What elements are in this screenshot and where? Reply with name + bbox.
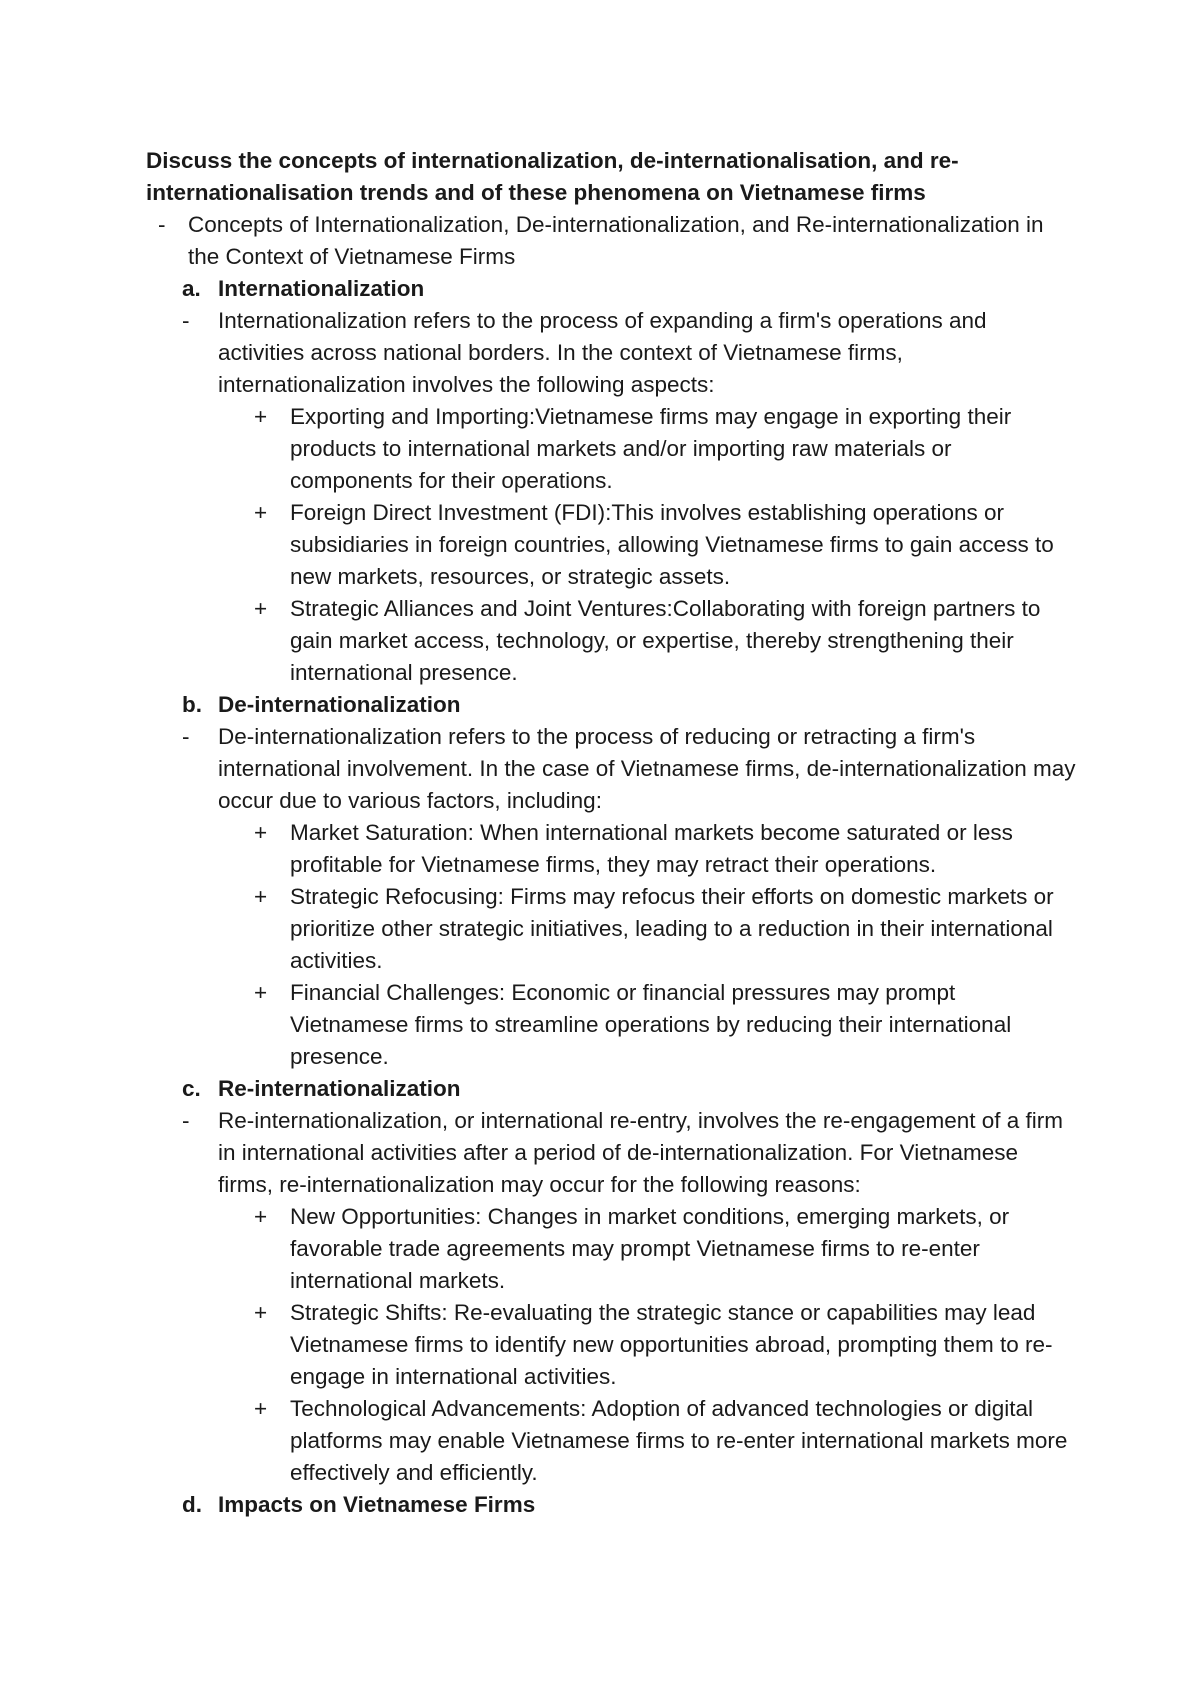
bullet-text: Strategic Shifts: Re-evaluating the strategic stance or capabilities may lead Vietnamese firms to identify new opportunities abroad, prompting them to re-engage in international activities. bbox=[290, 1300, 1053, 1389]
paragraph-text: Internationalization refers to the process of expanding a firm's operations and activities across national borders. In the context of Vietnamese firms, internationalization involves the following aspects: bbox=[218, 308, 987, 397]
section-paragraph bbox=[146, 721, 1076, 817]
section-heading-text: Internationalization bbox=[218, 276, 425, 301]
section-letter: b. bbox=[182, 692, 202, 717]
plus-marker: + bbox=[254, 980, 268, 1005]
bullet-item bbox=[146, 817, 1076, 881]
section-heading-de-internationalization bbox=[146, 689, 1076, 721]
section-heading-impacts bbox=[146, 1489, 1076, 1521]
dash-marker: - bbox=[182, 308, 190, 333]
bullet-text: Strategic Refocusing: Firms may refocus their efforts on domestic markets or prioritize other strategic initiatives, leading to a reduction in their international activities. bbox=[290, 884, 1054, 973]
section-heading-re-internationalization bbox=[146, 1073, 1076, 1105]
section-letter: a. bbox=[182, 276, 201, 301]
document-title: Discuss the concepts of internationalization, de-internationalisation, and re-internationalisation trends and of these phenomena on Vietnamese firms bbox=[146, 148, 959, 205]
bullet-item bbox=[146, 1393, 1076, 1489]
plus-marker: + bbox=[254, 404, 268, 429]
plus-marker: + bbox=[254, 1204, 268, 1229]
bullet-text: Exporting and Importing:Vietnamese firms may engage in exporting their products to international markets and/or importing raw materials or components for their operations. bbox=[290, 404, 1012, 493]
intro-item bbox=[146, 209, 1076, 273]
plus-marker: + bbox=[254, 596, 268, 621]
plus-marker: + bbox=[254, 820, 268, 845]
bullet-text: Market Saturation: When international markets become saturated or less profitable for Vietnamese firms, they may retract their operations. bbox=[290, 820, 1013, 877]
dash-marker: - bbox=[158, 212, 166, 237]
intro-text: Concepts of Internationalization, De-internationalization, and Re-internationalization in the Context of Vietnamese Firms bbox=[188, 212, 1044, 269]
section-letter: d. bbox=[182, 1492, 202, 1517]
bullet-item bbox=[146, 1297, 1076, 1393]
section-heading-text: Impacts on Vietnamese Firms bbox=[218, 1492, 536, 1517]
bullet-item bbox=[146, 977, 1076, 1073]
dash-marker: - bbox=[182, 1108, 190, 1133]
bullet-text: New Opportunities: Changes in market conditions, emerging markets, or favorable trade agreements may prompt Vietnamese firms to re-enter international markets. bbox=[290, 1204, 1010, 1293]
bullet-item bbox=[146, 881, 1076, 977]
section-paragraph bbox=[146, 305, 1076, 401]
bullet-text: Strategic Alliances and Joint Ventures:Collaborating with foreign partners to gain market access, technology, or expertise, thereby strengthening their international presence. bbox=[290, 596, 1041, 685]
bullet-item bbox=[146, 497, 1076, 593]
bullet-text: Technological Advancements: Adoption of advanced technologies or digital platforms may enable Vietnamese firms to re-enter international markets more effectively and efficiently. bbox=[290, 1396, 1068, 1485]
bullet-item bbox=[146, 1201, 1076, 1297]
section-heading-text: De-internationalization bbox=[218, 692, 461, 717]
bullet-text: Financial Challenges: Economic or financial pressures may prompt Vietnamese firms to streamline operations by reducing their international presence. bbox=[290, 980, 1012, 1069]
bullet-item bbox=[146, 401, 1076, 497]
document-body bbox=[146, 145, 1076, 1521]
bullet-item bbox=[146, 593, 1076, 689]
paragraph-text: Re-internationalization, or international re-entry, involves the re-engagement of a firm in international activities after a period of de-internationalization. For Vietnamese firms, re-internationalization may occur for the following reasons: bbox=[218, 1108, 1064, 1197]
section-paragraph bbox=[146, 1105, 1076, 1201]
plus-marker: + bbox=[254, 1396, 268, 1421]
plus-marker: + bbox=[254, 500, 268, 525]
dash-marker: - bbox=[182, 724, 190, 749]
section-heading-internationalization bbox=[146, 273, 1076, 305]
paragraph-text: De-internationalization refers to the process of reducing or retracting a firm's international involvement. In the case of Vietnamese firms, de-internationalization may occur due to various factors, including: bbox=[218, 724, 1076, 813]
plus-marker: + bbox=[254, 1300, 268, 1325]
bullet-text: Foreign Direct Investment (FDI):This involves establishing operations or subsidiaries in foreign countries, allowing Vietnamese firms to gain access to new markets, resources, or strategic assets. bbox=[290, 500, 1054, 589]
plus-marker: + bbox=[254, 884, 268, 909]
section-letter: c. bbox=[182, 1076, 201, 1101]
section-heading-text: Re-internationalization bbox=[218, 1076, 461, 1101]
